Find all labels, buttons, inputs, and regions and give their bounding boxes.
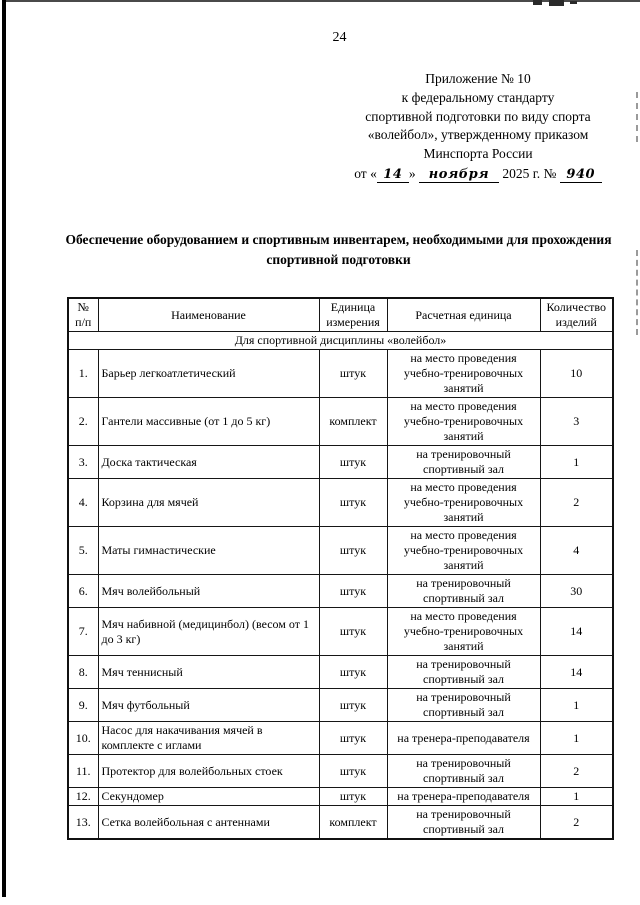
column-header-number: № п/п: [68, 298, 98, 332]
item-name: Сетка волейбольная с антеннами: [98, 806, 319, 840]
calculation-unit: на тренировочный спортивный зал: [387, 656, 540, 689]
handwritten-day: 14: [377, 168, 409, 183]
scan-artifact: [570, 1, 577, 4]
item-name: Мяч волейбольный: [98, 575, 319, 608]
item-name: Мяч футбольный: [98, 689, 319, 722]
row-number: 12.: [68, 788, 98, 806]
unit-of-measure: комплект: [319, 398, 387, 446]
unit-of-measure: штук: [319, 527, 387, 575]
section-header-row: [68, 332, 613, 350]
page-number: 24: [332, 30, 347, 45]
table-row: [68, 788, 613, 806]
item-name: Доска тактическая: [98, 446, 319, 479]
column-header-unit: Единица измерения: [319, 298, 387, 332]
table-header: [68, 298, 613, 332]
calculation-unit: на тренировочный спортивный зал: [387, 575, 540, 608]
row-number: 11.: [68, 755, 98, 788]
document-title: Обеспечение оборудованием и спортивным инвентарем, необходимыми для прохождения спортивной подготовки: [65, 232, 612, 267]
approval-date-line: [342, 165, 614, 184]
table-row: [68, 575, 613, 608]
calculation-unit: на тренировочный спортивный зал: [387, 689, 540, 722]
calculation-unit: на тренера-преподавателя: [387, 788, 540, 806]
appendix-header-line: Приложение № 10: [425, 71, 531, 86]
item-name: Протектор для волейбольных стоек: [98, 755, 319, 788]
unit-of-measure: штук: [319, 575, 387, 608]
quantity: 1: [540, 722, 613, 755]
quantity: 10: [540, 350, 613, 398]
item-name: Корзина для мячей: [98, 479, 319, 527]
unit-of-measure: штук: [319, 788, 387, 806]
row-number: 3.: [68, 446, 98, 479]
calculation-unit: на место проведения учебно-тренировочных занятий: [387, 608, 540, 656]
unit-of-measure: штук: [319, 722, 387, 755]
scan-left-edge-bar: [2, 0, 6, 897]
approval-year: 2025 г. №: [502, 165, 557, 181]
equipment-table: [67, 297, 614, 840]
table-row: [68, 446, 613, 479]
appendix-header-line: «волейбол», утвержденному приказом: [367, 127, 589, 143]
table-row: [68, 806, 613, 840]
scan-artifact: [636, 92, 638, 142]
item-name: Секундомер: [98, 788, 319, 806]
unit-of-measure: штук: [319, 608, 387, 656]
quantity: 30: [540, 575, 613, 608]
table-header-row: [68, 298, 613, 332]
table-row: [68, 608, 613, 656]
item-name: Мяч набивной (медицинбол) (весом от 1 до 3 кг): [98, 608, 319, 656]
item-name: Гантели массивные (от 1 до 5 кг): [98, 398, 319, 446]
quantity: 1: [540, 689, 613, 722]
row-number: 10.: [68, 722, 98, 755]
quantity: 4: [540, 527, 613, 575]
row-number: 9.: [68, 689, 98, 722]
calculation-unit: на место проведения учебно-тренировочных занятий: [387, 398, 540, 446]
quantity: 14: [540, 656, 613, 689]
row-number: 6.: [68, 575, 98, 608]
unit-of-measure: штук: [319, 755, 387, 788]
unit-of-measure: штук: [319, 446, 387, 479]
scan-artifact: [636, 250, 638, 335]
calculation-unit: на место проведения учебно-тренировочных занятий: [387, 479, 540, 527]
quantity: 1: [540, 446, 613, 479]
row-number: 5.: [68, 527, 98, 575]
row-number: 7.: [68, 608, 98, 656]
quantity: 14: [540, 608, 613, 656]
quantity: 1: [540, 788, 613, 806]
scan-artifact: [533, 0, 542, 5]
row-number: 13.: [68, 806, 98, 840]
table-row: [68, 398, 613, 446]
approval-close-quote: »: [408, 165, 416, 181]
column-header-quantity: Количество изделий: [540, 298, 613, 332]
column-header-name: Наименование: [98, 298, 319, 332]
item-name: Мяч теннисный: [98, 656, 319, 689]
row-number: 1.: [68, 350, 98, 398]
appendix-header: [342, 70, 614, 184]
row-number: 4.: [68, 479, 98, 527]
row-number: 8.: [68, 656, 98, 689]
quantity: 3: [540, 398, 613, 446]
appendix-header-line: спортивной подготовки по виду спорта: [365, 108, 591, 124]
calculation-unit: на тренировочный спортивный зал: [387, 806, 540, 840]
unit-of-measure: штук: [319, 479, 387, 527]
table-row: [68, 527, 613, 575]
quantity: 2: [540, 479, 613, 527]
unit-of-measure: комплект: [319, 806, 387, 840]
item-name: Насос для накачивания мячей в комплекте с иглами: [98, 722, 319, 755]
quantity: 2: [540, 806, 613, 840]
appendix-header-line: Минспорта России: [423, 146, 533, 162]
calculation-unit: на тренировочный спортивный зал: [387, 446, 540, 479]
calculation-unit: на место проведения учебно-тренировочных занятий: [387, 350, 540, 398]
scan-top-edge-line: [6, 0, 640, 2]
calculation-unit: на тренировочный спортивный зал: [387, 755, 540, 788]
item-name: Маты гимнастические: [98, 527, 319, 575]
section-header: Для спортивной дисциплины «волейбол»: [68, 332, 613, 350]
row-number: 2.: [68, 398, 98, 446]
table-row: [68, 755, 613, 788]
unit-of-measure: штук: [319, 689, 387, 722]
table-row: [68, 722, 613, 755]
table-row: [68, 350, 613, 398]
unit-of-measure: штук: [319, 350, 387, 398]
table-body: [68, 332, 613, 840]
table-row: [68, 689, 613, 722]
unit-of-measure: штук: [319, 656, 387, 689]
scan-artifact: [549, 0, 564, 6]
handwritten-month: ноября: [419, 168, 499, 183]
approval-prefix: от «: [354, 165, 377, 181]
quantity: 2: [540, 755, 613, 788]
column-header-calc-unit: Расчетная единица: [387, 298, 540, 332]
calculation-unit: на место проведения учебно-тренировочных занятий: [387, 527, 540, 575]
table-row: [68, 479, 613, 527]
appendix-header-line: к федеральному стандарту: [401, 89, 555, 105]
handwritten-order-number: 940: [560, 168, 602, 183]
table-row: [68, 656, 613, 689]
calculation-unit: на тренера-преподавателя: [387, 722, 540, 755]
item-name: Барьер легкоатлетический: [98, 350, 319, 398]
